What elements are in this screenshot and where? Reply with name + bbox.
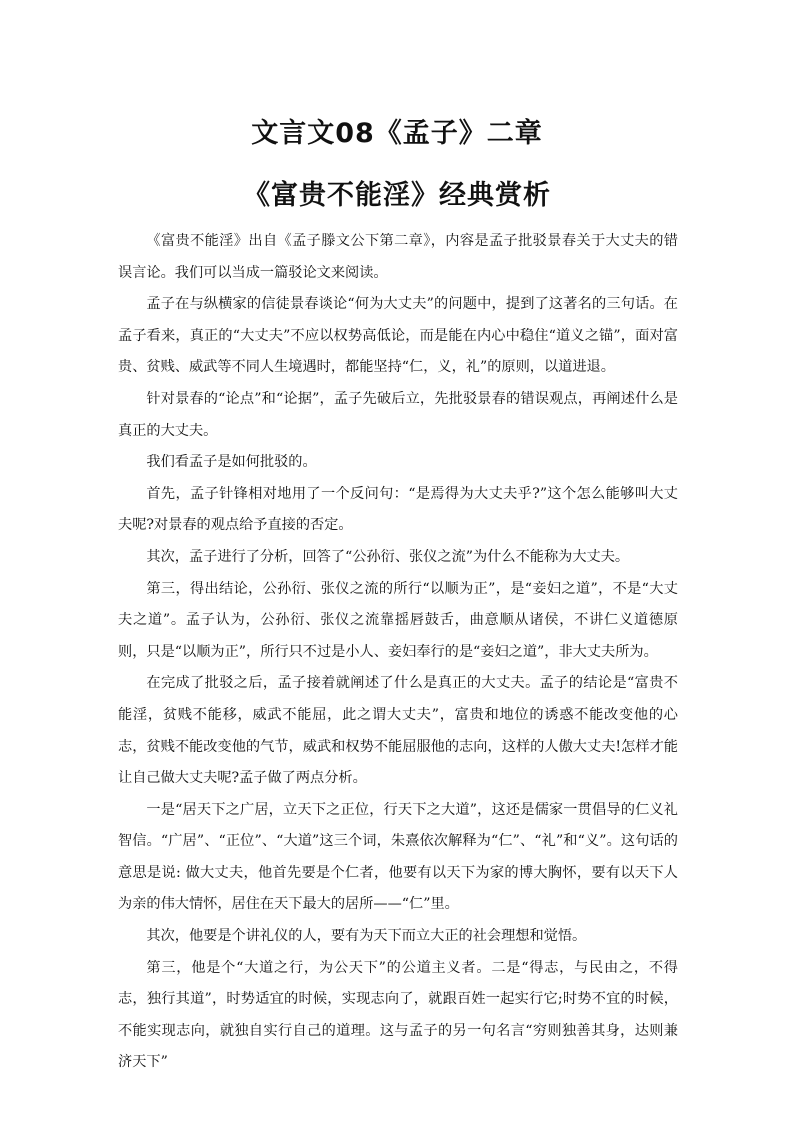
paragraph: 其次，他要是个讲礼仪的人，要有为天下而立大正的社会理想和觉悟。	[146, 928, 587, 945]
paragraph: 第三，他是个“大道之行，为公天下”的公道主义者。二是“得志，与民由之，不得志，独行其道”，时势适宜的时候，实现志向了，就跟百姓一起实行它;时势不宜的时候，不能实现志向，就独自实行自己的道理。这与孟子的另一句名言“穷则独善其身，达则兼济天下”	[118, 959, 678, 1071]
paragraph: 在完成了批驳之后，孟子接着就阐述了什么是真正的大丈夫。孟子的结论是“富贵不能淫，贫贱不能移，威武不能屈，此之谓大丈夫”，富贵和地位的诱惑不能改变他的心志，贫贱不能改变他的气节，威武和权势不能屈服他的志向，这样的人傲大丈夫!怎样才能让自己做大丈夫呢?孟子做了两点分析。	[118, 675, 678, 787]
paragraph: 其次，孟子进行了分析，回答了“公孙衍、张仪之流”为什么不能称为大丈夫。	[146, 548, 630, 565]
document-title: 文言文08《孟子》二章	[251, 118, 543, 149]
document-body	[118, 226, 678, 1079]
document-subtitle: 《富贵不能淫》经典赏析	[243, 180, 551, 211]
paragraph: 第三，得出结论，公孙衍、张仪之流的所行“以顺为正”，是“妾妇之道”，不是“大丈夫之道”。孟子认为，公孙衍、张仪之流靠摇唇鼓舌，曲意顺从诸侯，不讲仁义道德原则，只是“以顺为正”，所行只不过是小人、妾妇奉行的是“妾妇之道”，非大丈夫所为。	[118, 580, 678, 660]
paragraph: 一是“居天下之广居，立天下之正位，行天下之大道”，这还是儒家一贯倡导的仁义礼智信。“广居”、“正位”、“大道”这三个词，朱熹依次解释为“仁”、“礼”和“义”。这句话的意思是说: 做大丈夫，他首先要是个仁者，他要有以天下为家的博大胸怀，要有以天下人为亲的伟大情怀，居住在天下最大的居所——“仁”里。	[118, 801, 678, 913]
paragraph: 《富贵不能淫》出自《孟子滕文公下第二章》，内容是孟子批驳景春关于大丈夫的错误言论。我们可以当成一篇驳论文来阅读。	[118, 233, 678, 281]
paragraph: 孟子在与纵横家的信徒景春谈论“何为大丈夫”的问题中，提到了这著名的三句话。在孟子看来，真正的“大丈夫”不应以权势高低论，而是能在内心中稳住“道义之锚”，面对富贵、贫贱、威武等不同人生境遇时，都能坚持“仁，义，礼”的原则，以道进退。	[118, 296, 678, 376]
paragraph: 首先，孟子针锋相对地用了一个反问句：“是焉得为大丈夫乎?”这个怎么能够叫大丈夫呢?对景春的观点给予直接的否定。	[118, 485, 678, 534]
paragraph: 针对景春的“论点”和“论据”，孟子先破后立，先批驳景春的错误观点，再阐述什么是真正的大丈夫。	[118, 390, 678, 439]
paragraph: 我们看孟子是如何批驳的。	[146, 454, 317, 471]
